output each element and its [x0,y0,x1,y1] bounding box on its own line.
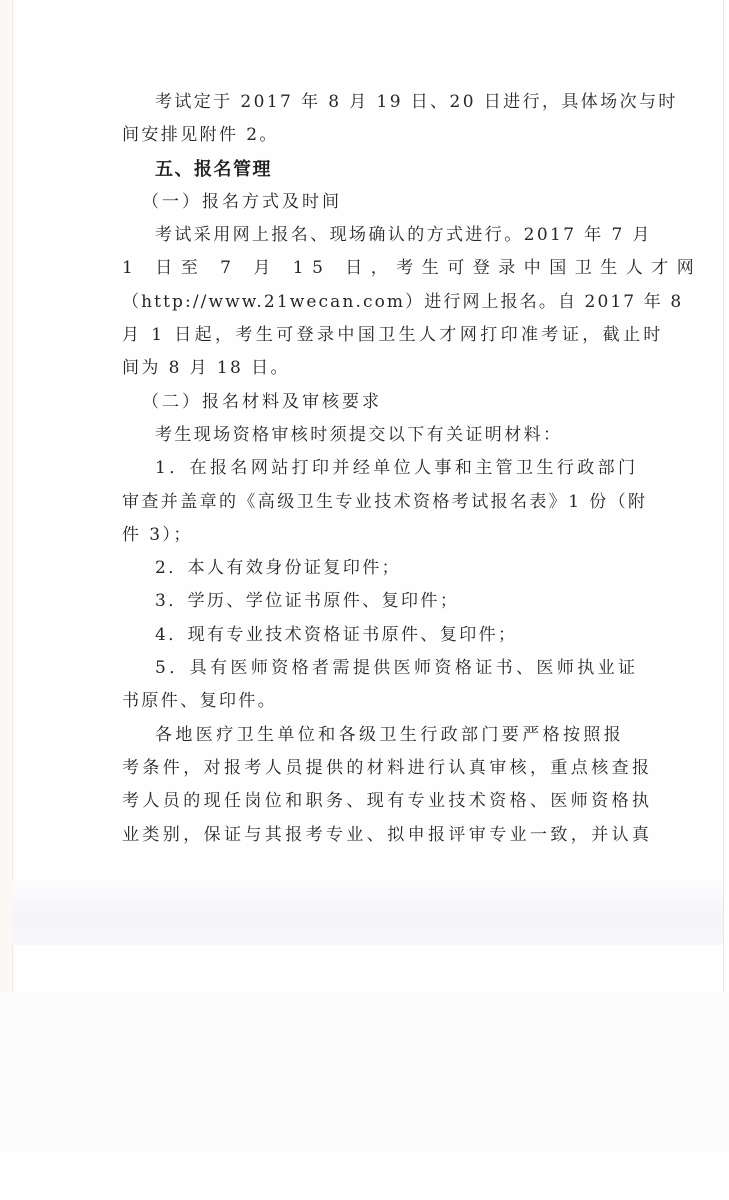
closing-line-2: 考条件，对报考人员提供的材料进行认真审核，重点核查报 [122,757,653,778]
materials-item-5-line-2: 书原件、复印件。 [122,691,278,712]
registration-line-2: 1 日至 7 月 15 日，考生可登录中国卫生人才网 [122,258,703,279]
registration-line-1: 考试采用网上报名、现场确认的方式进行。2017 年 7 月 [155,225,652,246]
page-bottom-shadow [12,880,723,945]
materials-item-1-line-1: 1．在报名网站打印并经单位人事和主管卫生行政部门 [155,458,639,479]
closing-line-3: 考人员的现任岗位和职务、现有专业技术资格、医师资格执 [122,791,653,812]
registration-line-5: 间为 8 月 18 日。 [122,358,290,379]
materials-item-4: 4．现有专业技术资格证书原件、复印件； [155,624,518,645]
materials-item-3: 3．学历、学位证书原件、复印件； [155,591,460,612]
subsection-1-heading: （一）报名方式及时间 [142,191,342,212]
registration-line-3-url: （http://www.21wecan.com）进行网上报名。自 2017 年 8 [122,291,684,312]
document-body [122,86,703,852]
closing-line-4: 业类别，保证与其报考专业、拟申报评审专业一致，并认真 [122,824,653,845]
materials-item-1-line-3: 件 3）； [122,524,193,545]
materials-item-2: 2．本人有效身份证复印件； [155,558,402,579]
below-page-area [0,992,729,1152]
exam-date-line-1: 考试定于 2017 年 8 月 19 日、20 日进行，具体场次与时 [155,92,678,112]
page-right-edge [723,0,724,992]
registration-line-4: 月 1 日起，考生可登录中国卫生人才网打印准考证，截止时 [122,325,664,346]
section-5-heading: 五、报名管理 [155,158,272,180]
closing-line-1: 各地医疗卫生单位和各级卫生行政部门要严格按照报 [155,724,625,745]
materials-intro: 考生现场资格审核时须提交以下有关证明材料： [155,424,563,445]
materials-item-5-line-1: 5．具有医师资格者需提供医师资格证书、医师执业证 [155,658,639,679]
subsection-2-heading: （二）报名材料及审核要求 [142,391,382,412]
page-left-edge [0,0,13,992]
exam-date-line-2: 间安排见附件 2。 [122,125,279,146]
materials-item-1-line-2: 审查并盖章的《高级卫生专业技术资格考试报名表》1 份（附 [122,491,648,512]
